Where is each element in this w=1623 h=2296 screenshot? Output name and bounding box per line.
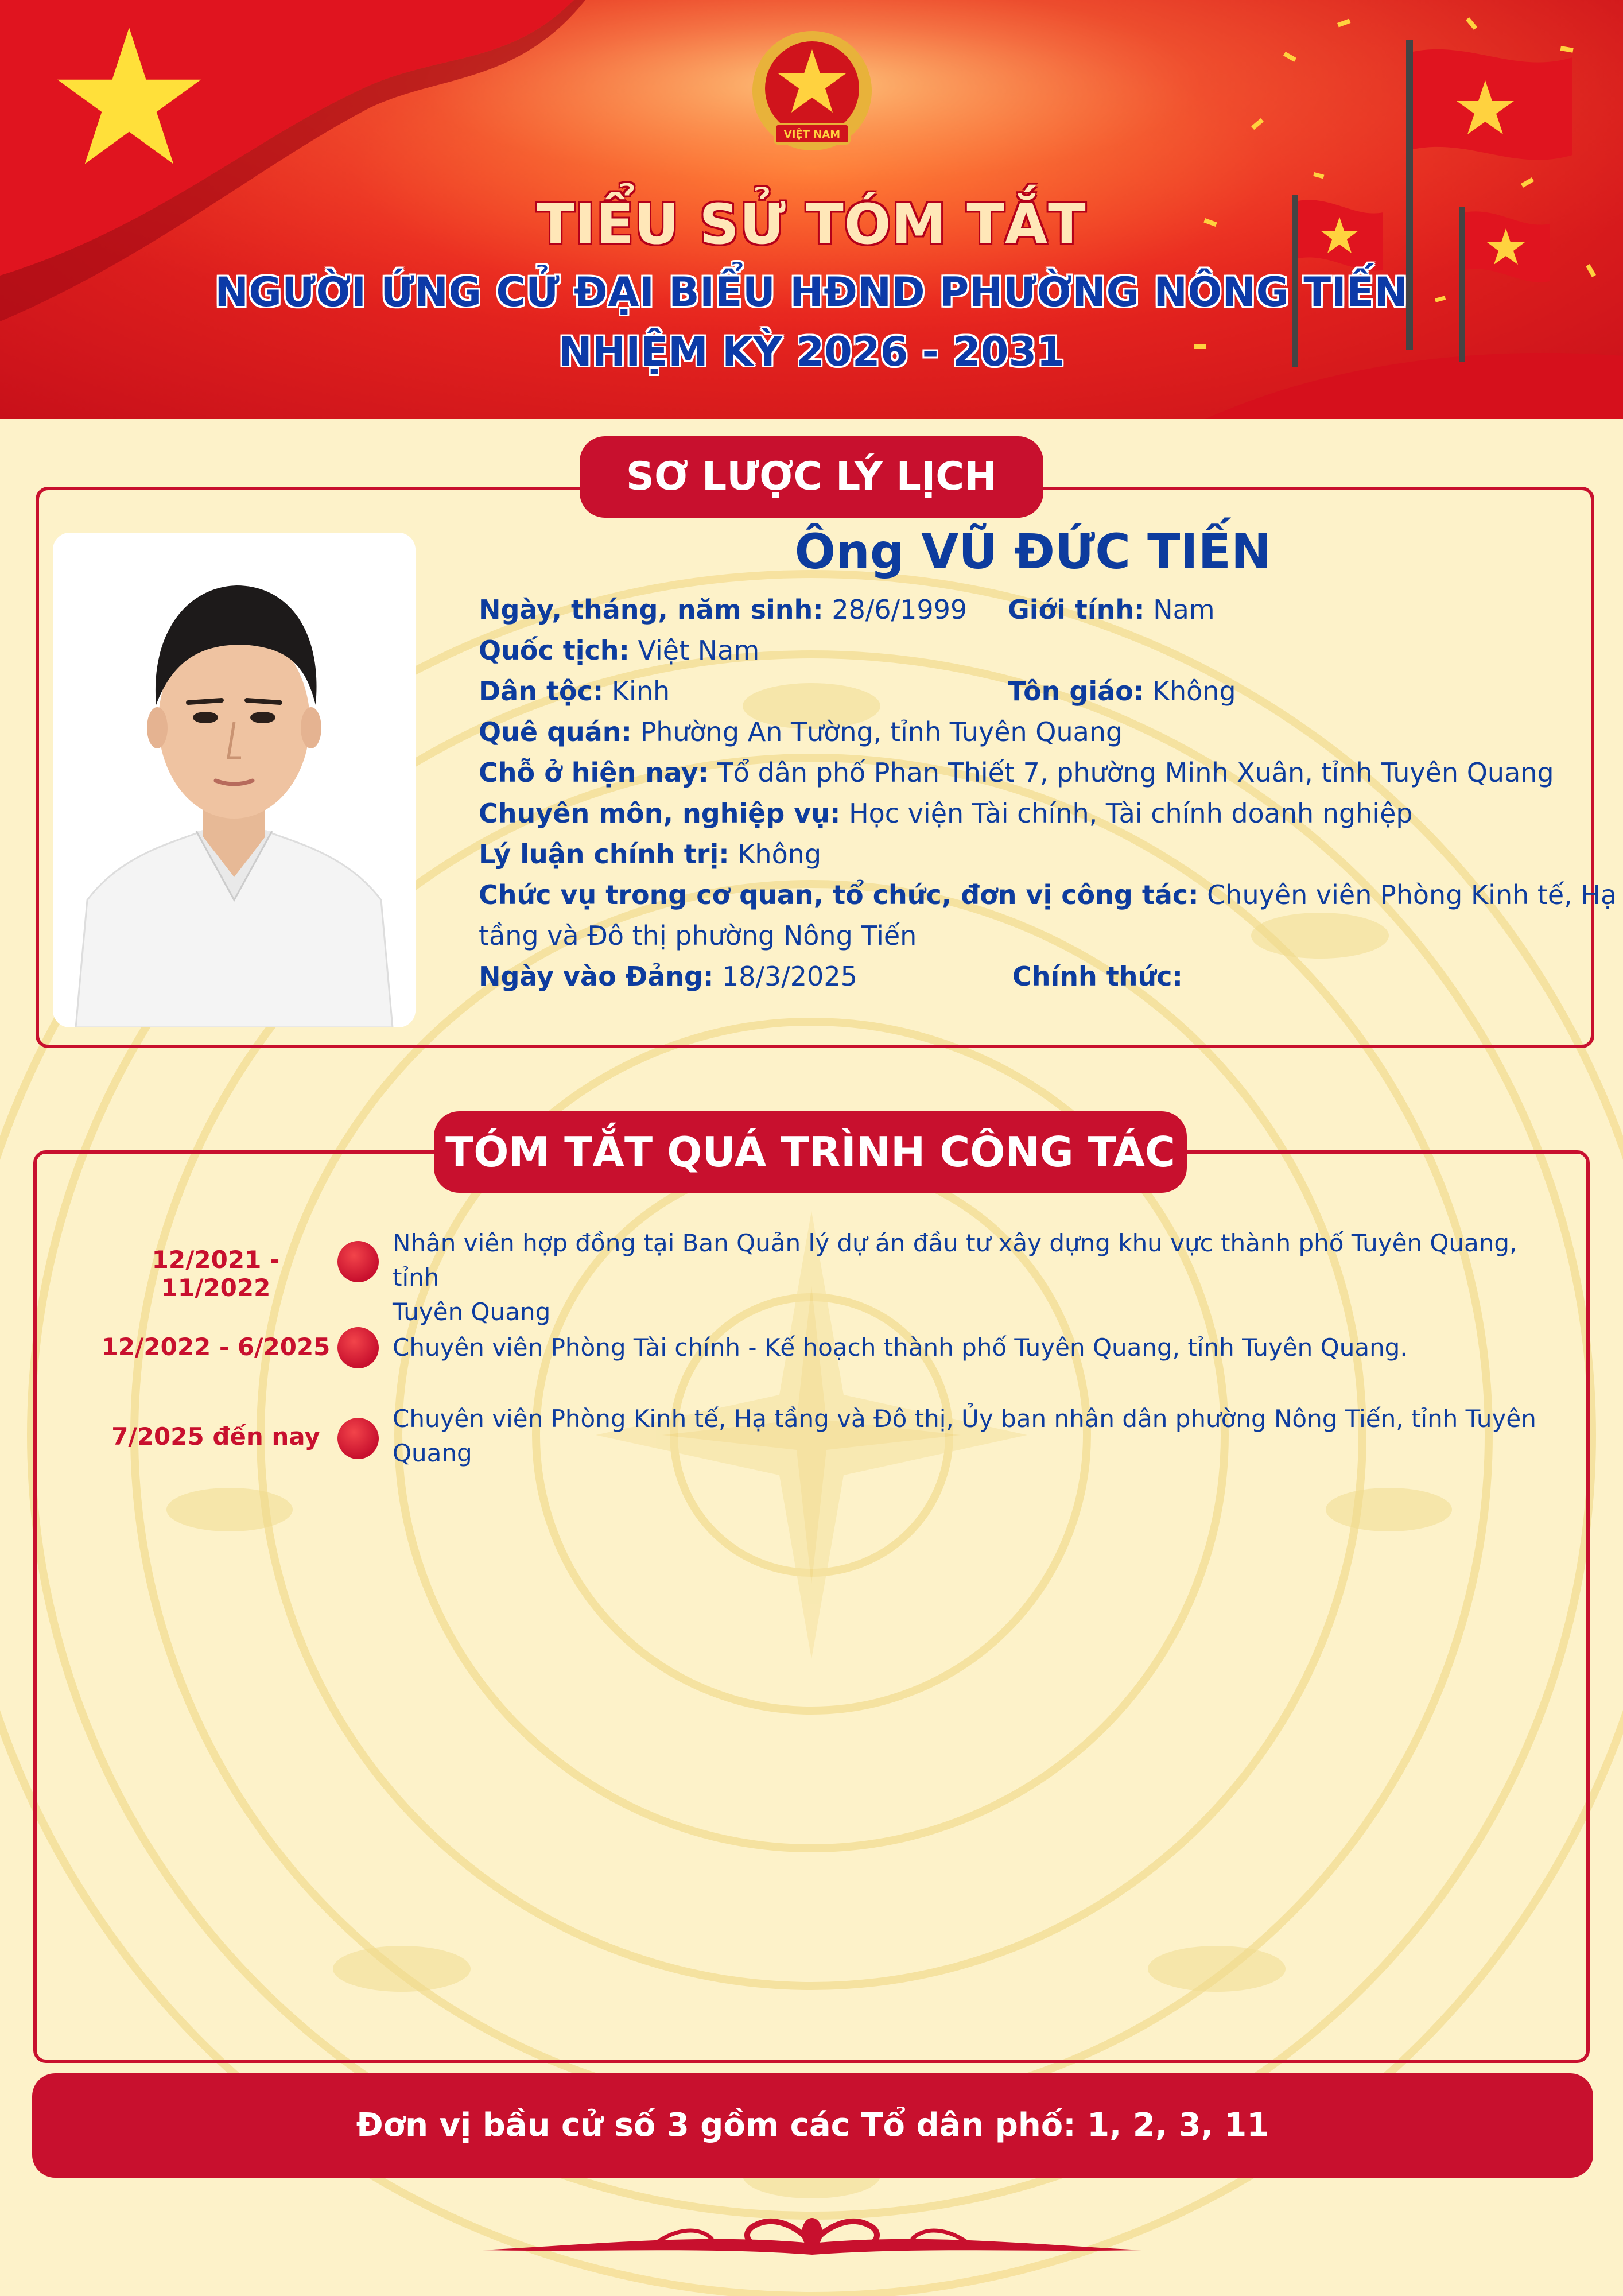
party-date-label: Ngày vào Đảng: (479, 961, 714, 992)
ethnicity-row (479, 676, 670, 707)
religion-value: Không (1152, 676, 1236, 707)
gender-row (1008, 594, 1215, 625)
position-value-line2: tầng và Đô thị phường Nông Tiến (479, 920, 917, 951)
expertise-label: Chuyên môn, nghiệp vụ: (479, 798, 841, 829)
position-continued-row (479, 920, 917, 951)
politics-label: Lý luận chính trị: (479, 839, 729, 870)
document-subtitle: NGƯỜI ỨNG CỬ ĐẠI BIỂU HĐND PHƯỜNG NÔNG TIẾN (215, 269, 1408, 316)
timeline-item (393, 1226, 1558, 1329)
document-title: TIỂU SỬ TÓM TẮT (537, 192, 1086, 257)
residence-label: Chỗ ở hiện nay: (479, 757, 709, 788)
emblem-text: VIỆT NAM (783, 129, 841, 141)
party-date-value: 18/3/2025 (721, 961, 857, 992)
hometown-row (479, 716, 1123, 747)
party-date-row (479, 961, 857, 992)
ornament-divider-icon (482, 2210, 1142, 2273)
timeline-dot-icon (337, 1327, 379, 1368)
profile-section-title: SƠ LƯỢC LÝ LỊCH (580, 436, 1043, 518)
timeline-dot-icon (337, 1241, 379, 1282)
gender-value: Nam (1153, 594, 1215, 625)
gender-label: Giới tính: (1008, 594, 1145, 625)
religion-row (1008, 676, 1236, 707)
ethnicity-value: Kinh (611, 676, 670, 707)
hometown-value: Phường An Tường, tỉnh Tuyên Quang (640, 716, 1123, 747)
dob-value: 28/6/1999 (832, 594, 968, 625)
candidate-photo (53, 533, 416, 1027)
timeline-period: 12/2022 - 6/2025 (101, 1333, 331, 1361)
position-value-line1: Chuyên viên Phòng Kinh tế, Hạ (1207, 879, 1617, 910)
timeline-description-line: Tuyên Quang (393, 1298, 551, 1326)
header-banner (0, 0, 1623, 419)
residence-row (479, 757, 1554, 788)
official-label: Chính thức: (1012, 961, 1183, 992)
expertise-value: Học viện Tài chính, Tài chính doanh nghiệp (849, 798, 1413, 829)
nationality-row (479, 635, 759, 666)
residence-value: Tổ dân phố Phan Thiết 7, phường Minh Xuân, tỉnh Tuyên Quang (717, 757, 1554, 788)
electoral-unit-banner: Đơn vị bầu cử số 3 gồm các Tổ dân phố: 1, 2, 3, 11 (32, 2073, 1593, 2178)
timeline-period: 12/2021 - 11/2022 (152, 1246, 280, 1302)
official-row (1012, 961, 1183, 992)
position-label: Chức vụ trong cơ quan, tổ chức, đơn vị công tác: (479, 879, 1199, 910)
timeline-description-line: Chuyên viên Phòng Kinh tế, Hạ tầng và Đô thị, Ủy ban nhân dân phường Nông Tiến, tỉnh Tuyên (393, 1405, 1536, 1433)
timeline-dot-icon (337, 1418, 379, 1459)
timeline-item (393, 1402, 1558, 1471)
timeline-item (393, 1331, 1558, 1365)
timeline-description-line: Nhân viên hợp đồng tại Ban Quản lý dự án đầu tư xây dựng khu vực thành phố Tuyên Quang, tỉnh (393, 1229, 1517, 1292)
nationality-value: Việt Nam (638, 635, 760, 666)
ethnicity-label: Dân tộc: (479, 676, 604, 707)
timeline-description-line: Quang (393, 1439, 472, 1467)
candidate-name: Ông VŨ ĐỨC TIẾN (794, 523, 1272, 580)
star-icon (57, 28, 201, 165)
timeline-description-line: Chuyên viên Phòng Tài chính - Kế hoạch thành phố Tuyên Quang, tỉnh Tuyên Quang. (393, 1333, 1408, 1362)
term-label: NHIỆM KỲ 2026 - 2031 (558, 328, 1065, 375)
expertise-row (479, 798, 1413, 829)
position-row (479, 879, 1617, 910)
hometown-label: Quê quán: (479, 716, 632, 747)
timeline-period: 7/2025 đến nay (111, 1422, 320, 1450)
career-section-title: TÓM TẮT QUÁ TRÌNH CÔNG TÁC (434, 1111, 1187, 1193)
dob-label: Ngày, tháng, năm sinh: (479, 594, 824, 625)
dob-row (479, 594, 967, 625)
nationality-label: Quốc tịch: (479, 635, 630, 666)
religion-label: Tôn giáo: (1008, 676, 1144, 707)
politics-value: Không (737, 839, 822, 870)
national-emblem-icon (740, 28, 884, 160)
politics-row (479, 839, 821, 870)
